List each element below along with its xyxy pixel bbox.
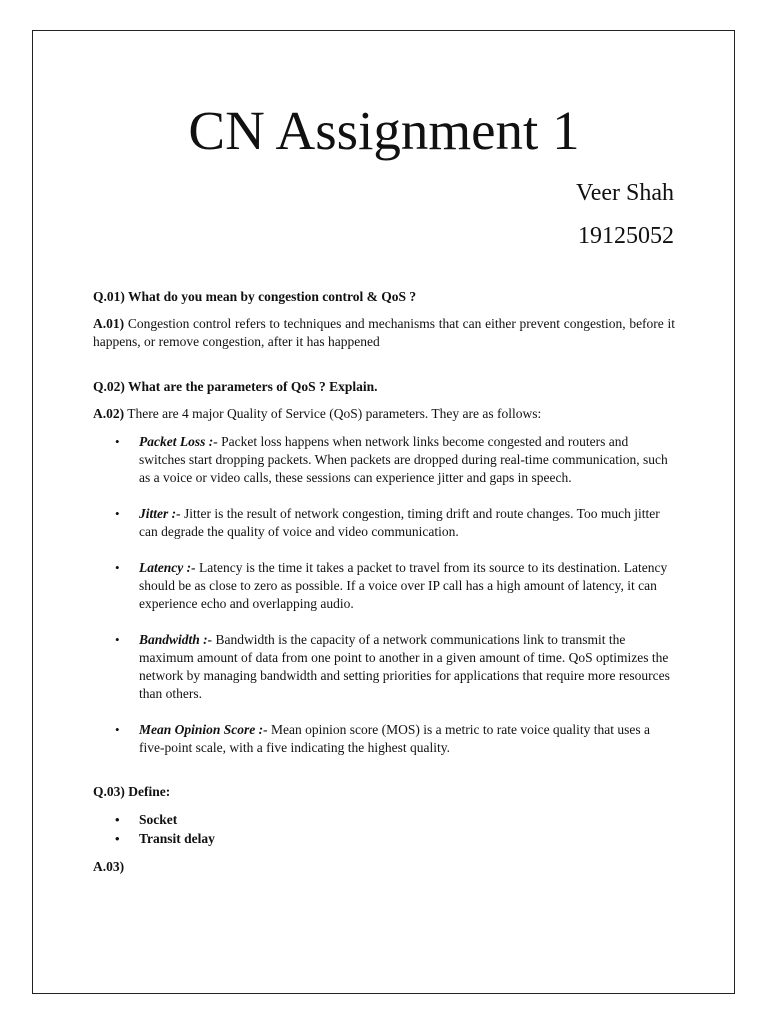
param-term: Packet Loss :-	[139, 434, 218, 449]
assignment-content	[93, 288, 675, 885]
answer-2-label: A.02)	[93, 406, 125, 421]
define-list	[93, 810, 675, 848]
bullet-icon: •	[115, 722, 120, 737]
bullet-icon: •	[115, 632, 120, 647]
param-description: Jitter is the result of network congestion, timing drift and route changes. Too much jitter can degrade the quality of voice and video communication.	[139, 506, 660, 539]
question-2: Q.02) What are the parameters of QoS ? Explain.	[93, 379, 378, 394]
document-title: CN Assignment 1	[188, 100, 580, 161]
list-item	[93, 810, 675, 829]
param-description: Bandwidth is the capacity of a network communications link to transmit the maximum amount of data from one point to another in a given amount of time. QoS optimizes the network by managing bandwidth and setting priorities for applications that require more resources than others.	[139, 632, 670, 701]
list-item	[93, 631, 675, 703]
answer-1-label: A.01)	[93, 316, 125, 331]
answer-3-label: A.03)	[93, 859, 125, 874]
bullet-icon: •	[115, 831, 120, 846]
list-item	[93, 559, 675, 613]
answer-1	[93, 315, 675, 351]
param-term: Mean Opinion Score :-	[139, 722, 268, 737]
param-description: Packet loss happens when network links become congested and routers and switches start dropping packets. When packets are dropped during real-time communication, such as a voice or video calls, these sessions can experience jitter and gaps in speech.	[139, 434, 668, 485]
roll-number: 19125052	[578, 223, 674, 249]
question-1: Q.01) What do you mean by congestion control & QoS ?	[93, 289, 417, 304]
list-item	[93, 721, 675, 757]
param-term: Latency :-	[139, 560, 196, 575]
define-term: Transit delay	[139, 831, 215, 846]
answer-2-text: There are 4 major Quality of Service (QoS) parameters. They are as follows:	[124, 406, 542, 421]
author-name: Veer Shah	[576, 180, 674, 206]
list-item	[93, 433, 675, 487]
param-term: Jitter :-	[139, 506, 181, 521]
qos-parameter-list	[93, 433, 675, 757]
param-term: Bandwidth :-	[139, 632, 213, 647]
question-3: Q.03) Define:	[93, 784, 171, 799]
bullet-icon: •	[115, 506, 120, 521]
define-term: Socket	[139, 812, 178, 827]
bullet-icon: •	[115, 812, 120, 827]
bullet-icon: •	[115, 434, 120, 449]
answer-2-intro	[93, 405, 675, 423]
param-description: Latency is the time it takes a packet to travel from its source to its destination. Latency should be as close to zero as possible. If a voice over IP call has a high amount of latency, it can experience echo and overlapping audio.	[139, 560, 668, 611]
list-item	[93, 829, 675, 848]
param-description: Mean opinion score (MOS) is a metric to rate voice quality that uses a five-point scale, with a five indicating the highest quality.	[139, 722, 651, 755]
bullet-icon: •	[115, 560, 120, 575]
list-item	[93, 505, 675, 541]
answer-1-text: Congestion control refers to techniques and mechanisms that can either prevent congestion, before it happens, or remove congestion, after it has happened	[93, 316, 675, 349]
